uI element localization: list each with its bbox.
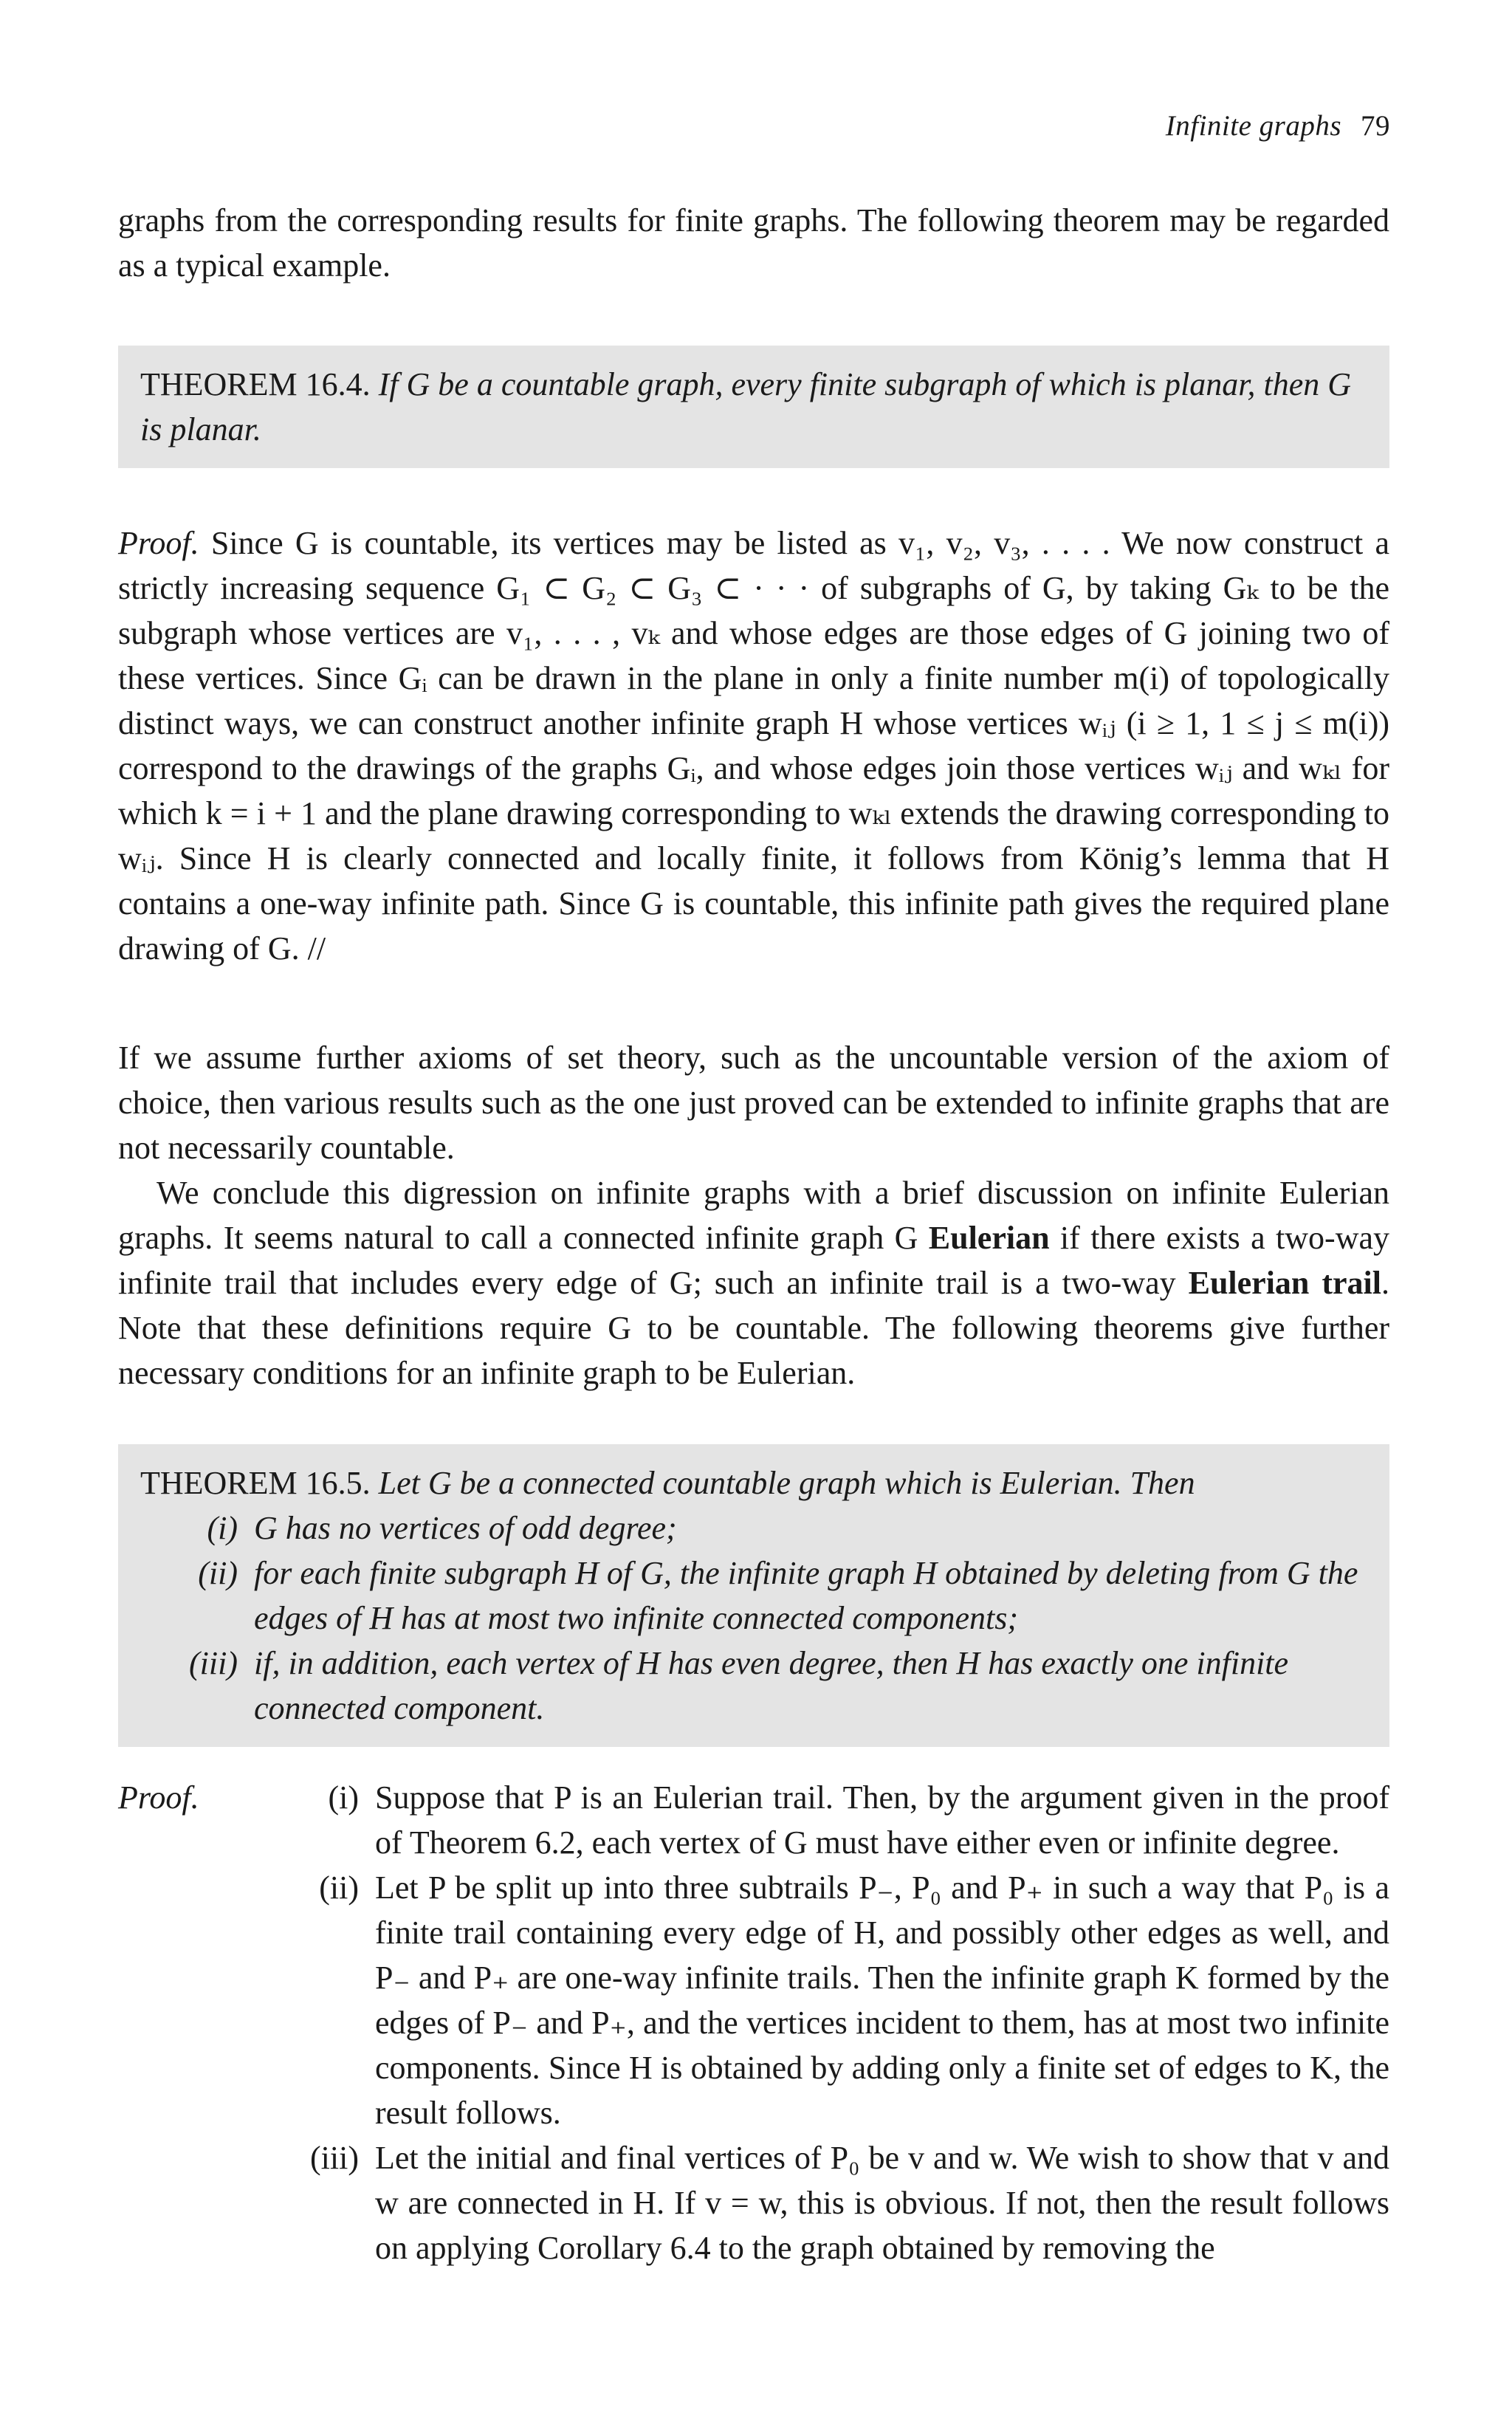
- theorem-16-4-statement: If G be a countable graph, every finite subgraph of which is planar, then G is planar.: [140, 366, 1352, 447]
- running-title: Infinite graphs: [1165, 110, 1341, 142]
- page-number: 79: [1361, 110, 1390, 142]
- paragraph-eulerian: [118, 1170, 1389, 1395]
- proof-item-number: (iii): [310, 2140, 359, 2176]
- paragraph-eulerian-part: if there exists a two-way infinite trail that includes every edge of G; such an infinite trail is a two-way: [118, 1220, 1389, 1301]
- proof-16-5: [118, 1775, 1389, 2270]
- proof-label-cell: [118, 1775, 292, 1865]
- theorem-item-number: (iii): [189, 1645, 238, 1681]
- proof-label: Proof.: [118, 1779, 199, 1816]
- theorem-item-text: if, in addition, each vertex of H has even degree, then H has exactly one infinite connected component.: [254, 1645, 1289, 1726]
- proof-item: [118, 2135, 1389, 2270]
- proof-label-spacer: [118, 2135, 292, 2270]
- proof-item: [118, 1775, 1389, 1865]
- paragraph-axioms: If we assume further axioms of set theory, such as the uncountable version of the axiom of choice, then various results such as the one just proved can be extended to infinite graphs that are not necessarily countable.: [118, 1040, 1389, 1166]
- theorem-item: [140, 1505, 1367, 1551]
- theorem-item-number: (ii): [198, 1555, 238, 1591]
- proof-item: [118, 1865, 1389, 2135]
- proof-16-4: [118, 521, 1389, 971]
- theorem-item-text: for each finite subgraph H of G, the infinite graph H obtained by deleting from G the edges of H has at most two infinite connected components;: [254, 1555, 1358, 1636]
- theorem-16-5-label: THEOREM 16.5.: [140, 1465, 371, 1501]
- theorem-item-text: G has no vertices of odd degree;: [254, 1510, 677, 1546]
- running-header: [1166, 109, 1390, 143]
- paragraph-eulerian-part: We conclude this digression on infinite graphs with a brief discussion on infinite Eulerian graphs. It seems natural to call a connected infinite graph G: [118, 1175, 1389, 1256]
- proof-label: Proof.: [118, 525, 199, 561]
- proof-item-number: (i): [328, 1779, 359, 1816]
- theorem-item-number: (i): [207, 1510, 238, 1546]
- theorem-16-5-box: [118, 1444, 1389, 1747]
- theorem-item: [140, 1551, 1367, 1641]
- theorem-item: [140, 1641, 1367, 1731]
- proof-item-text: Let the initial and final vertices of P₀ be v and w. We wish to show that v and w are connected in H. If v = w, this is obvious. If not, then the result follows on applying Corollary 6.4 to the graph obtained by removing the: [375, 2140, 1389, 2266]
- paragraph-eulerian-part: . Note that these definitions require G to be countable. The following theorems give further necessary conditions for an infinite graph to be Eulerian.: [118, 1265, 1389, 1391]
- proof-label-spacer: [118, 1865, 292, 2135]
- intro-paragraph: graphs from the corresponding results for finite graphs. The following theorem may be regarded as a typical example.: [118, 202, 1389, 284]
- proof-item-number: (ii): [319, 1869, 359, 1906]
- term-eulerian: Eulerian: [928, 1220, 1050, 1256]
- term-eulerian-trail: Eulerian trail: [1188, 1265, 1381, 1301]
- theorem-16-4-box: [118, 346, 1389, 468]
- theorem-16-5-statement: Let G be a connected countable graph which is Eulerian. Then: [378, 1465, 1195, 1501]
- proof-item-text: Suppose that P is an Eulerian trail. Then, by the argument given in the proof of Theorem 6.2, each vertex of G must have either even or infinite degree.: [375, 1779, 1389, 1861]
- theorem-16-4-label: THEOREM 16.4.: [140, 366, 371, 402]
- proof-16-4-text: Since G is countable, its vertices may be listed as v₁, v₂, v₃, . . . . We now construct a strictly increasing sequence G₁ ⊂ G₂ ⊂ G₃ ⊂ · · · of subgraphs of G, by taking Gₖ to be the subgraph whose vertices are v₁, . . . , vₖ and whose edges are those edges of G joining two of these vertices. Since Gᵢ can be drawn in the plane in only a finite number m(i) of topologically distinct ways, we can construct another infinite graph H whose vertices wᵢⱼ (i ≥ 1, 1 ≤ j ≤ m(i)) correspond to the drawings of the graphs Gᵢ, and whose edges join those vertices wᵢⱼ and wₖₗ for which k = i + 1 and the plane drawing corresponding to wₖₗ extends the drawing corresponding to wᵢⱼ. Since H is clearly connected and locally finite, it follows from König’s lemma that H contains a one-way infinite path. Since G is countable, this infinite path gives the required plane drawing of G. //: [118, 525, 1389, 966]
- proof-item-text: Let P be split up into three subtrails P₋, P₀ and P₊ in such a way that P₀ is a finite trail containing every edge of H, and possibly other edges as well, and P₋ and P₊ are one-way infinite trails. Then the infinite graph K formed by the edges of P₋ and P₊, and the vertices incident to them, has at most two infinite components. Since H is obtained by adding only a finite set of edges to K, the result follows.: [375, 1869, 1389, 2131]
